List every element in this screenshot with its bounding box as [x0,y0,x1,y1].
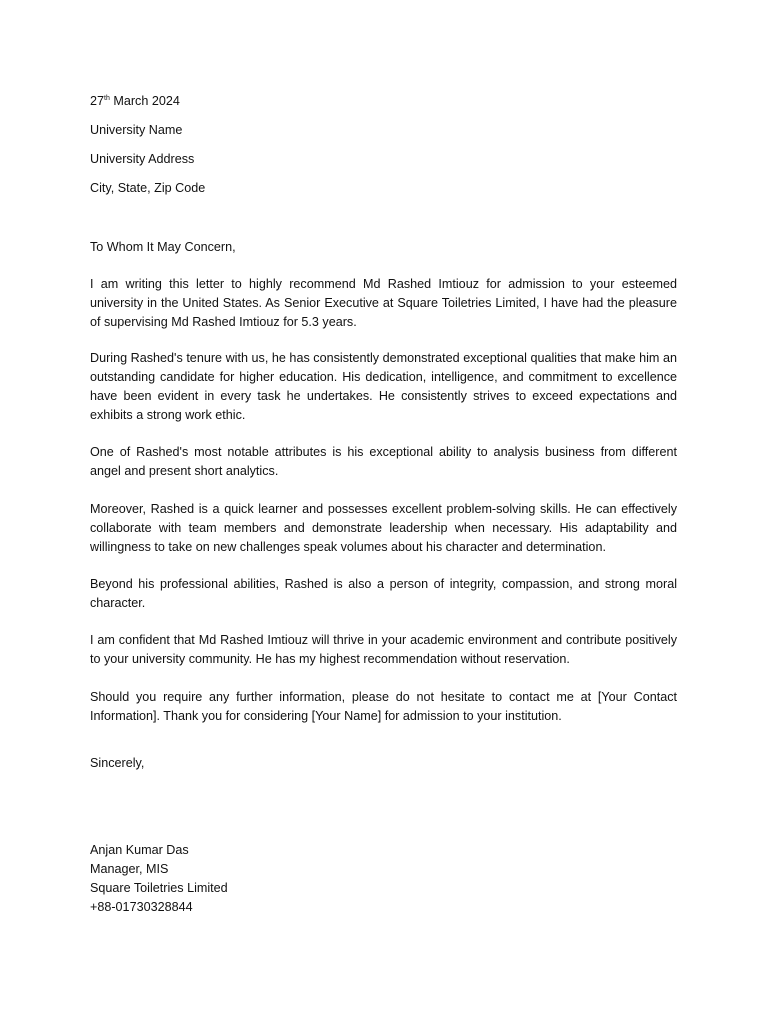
body-paragraph-7: Should you require any further information, please do not hesitate to contact me at [Your Contact Information]. Thank you for considering [Your Name] for admission to your institution. [90,690,677,723]
salutation: To Whom It May Concern, [90,240,236,254]
body-paragraph-5: Beyond his professional abilities, Rashed is also a person of integrity, compassion, and strong moral character. [90,577,677,610]
date-month-year: March 2024 [109,94,180,108]
recipient-address: University Address [90,152,195,166]
signature-phone: +88-01730328844 [90,900,193,914]
body-paragraph-6: I am confident that Md Rashed Imtiouz will thrive in your academic environment and contribute positively to your university community. He has my highest recommendation without reservation. [90,633,677,666]
signature-title: Manager, MIS [90,862,169,876]
date-suffix: th [104,95,110,102]
recipient-city: City, State, Zip Code [90,181,206,195]
closing: Sincerely, [90,756,145,770]
signature-name: Anjan Kumar Das [90,843,189,857]
signature-company: Square Toiletries Limited [90,881,228,895]
body-paragraph-1: I am writing this letter to highly recommend Md Rashed Imtiouz for admission to your esteemed university in the United States. As Senior Executive at Square Toiletries Limited, I have had the pleasure of supervising Md Rashed Imtiouz for 5.3 years. [90,277,677,329]
body-paragraph-2: During Rashed's tenure with us, he has consistently demonstrated exceptional qualities that make him an outstanding candidate for higher education. His dedication, intelligence, and commitment to excellence have been evident in every task he undertakes. He consistently strives to exceed expectations and exhibits a strong work ethic. [90,351,677,422]
body-paragraph-3: One of Rashed's most notable attributes is his exceptional ability to analysis business from different angel and present short analytics. [90,445,677,478]
body-paragraph-4: Moreover, Rashed is a quick learner and possesses excellent problem-solving skills. He can effectively collaborate with team members and demonstrate leadership when necessary. His adaptability and willingness to take on new challenges speak volumes about his character and determination. [90,502,677,554]
date-day: 27 [90,94,105,108]
recipient-name: University Name [90,123,183,137]
letter-date [90,92,677,111]
